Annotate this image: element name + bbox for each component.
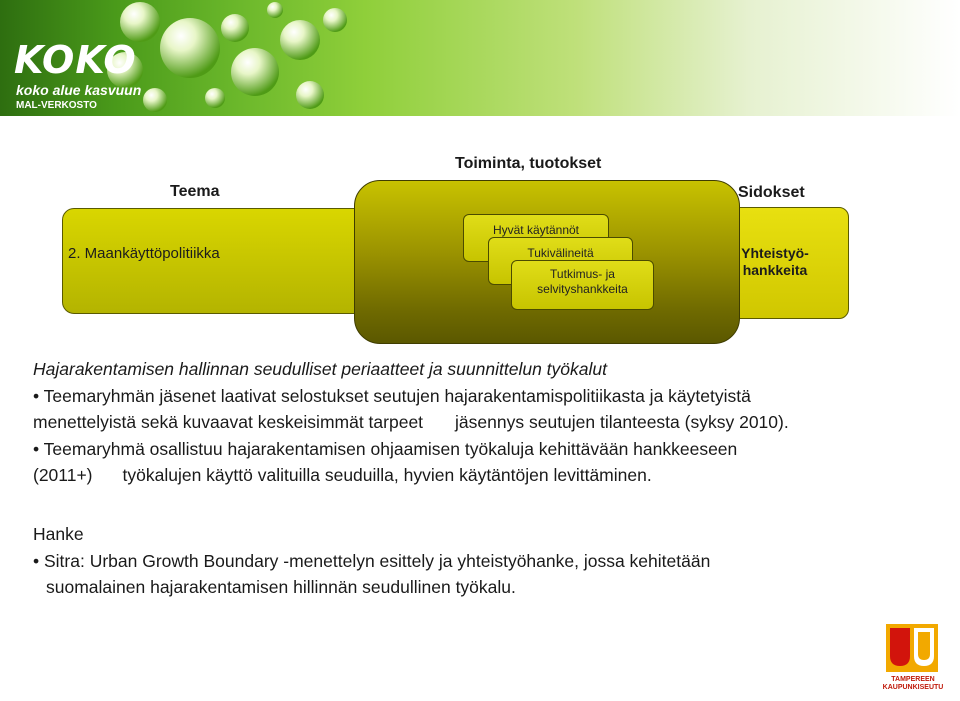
theme-description <box>33 356 933 489</box>
bullet-1-line-2a: menettelyistä sekä kuvaavat keskeisimmät tarpeet <box>33 412 424 432</box>
stack-box-research-projects <box>511 260 654 310</box>
bullet-2-line-2a: (2011+) <box>33 465 93 485</box>
logo-network: MAL-VERKOSTO <box>16 100 97 111</box>
column-links-label: Sidokset <box>738 184 805 201</box>
theme-title: 2. Maankäyttöpolitiikka <box>68 245 220 262</box>
stack-label-support-tools: Tukivälineitä <box>527 246 594 260</box>
bullet-2-line-2 <box>33 462 933 489</box>
project-line-2: suomalainen hajarakentamisen hillinnän seudullinen työkalu. <box>46 577 516 597</box>
links-title: Yhteistyö-hankkeita <box>741 245 809 278</box>
bullet-2-line-2b: työkalujen käyttö valituilla seuduilla, hyvien käytäntöjen levittäminen. <box>122 465 652 485</box>
project-heading: Hanke <box>33 524 84 544</box>
bullet-2-line-1: • Teemaryhmä osallistuu hajarakentamisen ohjaamisen työkaluja kehittävään hankkeeseen <box>33 438 738 459</box>
tampere-line-2: KAUPUNKISEUTU <box>882 684 944 691</box>
project-line-1: • Sitra: Urban Growth Boundary -menettelyn esittely ja yhteistyöhanke, jossa kehitetään <box>33 550 711 571</box>
koko-logo <box>14 38 224 111</box>
logo-tagline: koko alue kasvuun <box>16 82 142 98</box>
bullet-1-line-2b: jäsennys seutujen tilanteesta (syksy 2010). <box>455 412 789 432</box>
description-heading: Hajarakentamisen hallinnan seudulliset periaatteet ja suunnittelun työkalut <box>33 359 607 379</box>
stack-label-good-practices: Hyvät käytännöt <box>492 223 580 237</box>
column-theme-label: Teema <box>170 183 220 200</box>
column-activity-label: Toiminta, tuotokset <box>455 155 602 172</box>
tampere-line-1: TAMPEREEN <box>891 676 935 683</box>
tampere-region-text <box>878 676 948 692</box>
logo-name: KOKO <box>14 38 137 82</box>
project-section <box>33 521 933 601</box>
stack-label-research-projects: Tutkimus- ja selvityshankkeita <box>537 267 628 296</box>
header-banner <box>0 0 960 116</box>
bullet-1-line-2 <box>33 409 933 436</box>
bullet-1-line-1: • Teemaryhmän jäsenet laativat selostukset seutujen hajarakentamispolitiikasta ja käytetyistä <box>33 385 751 406</box>
